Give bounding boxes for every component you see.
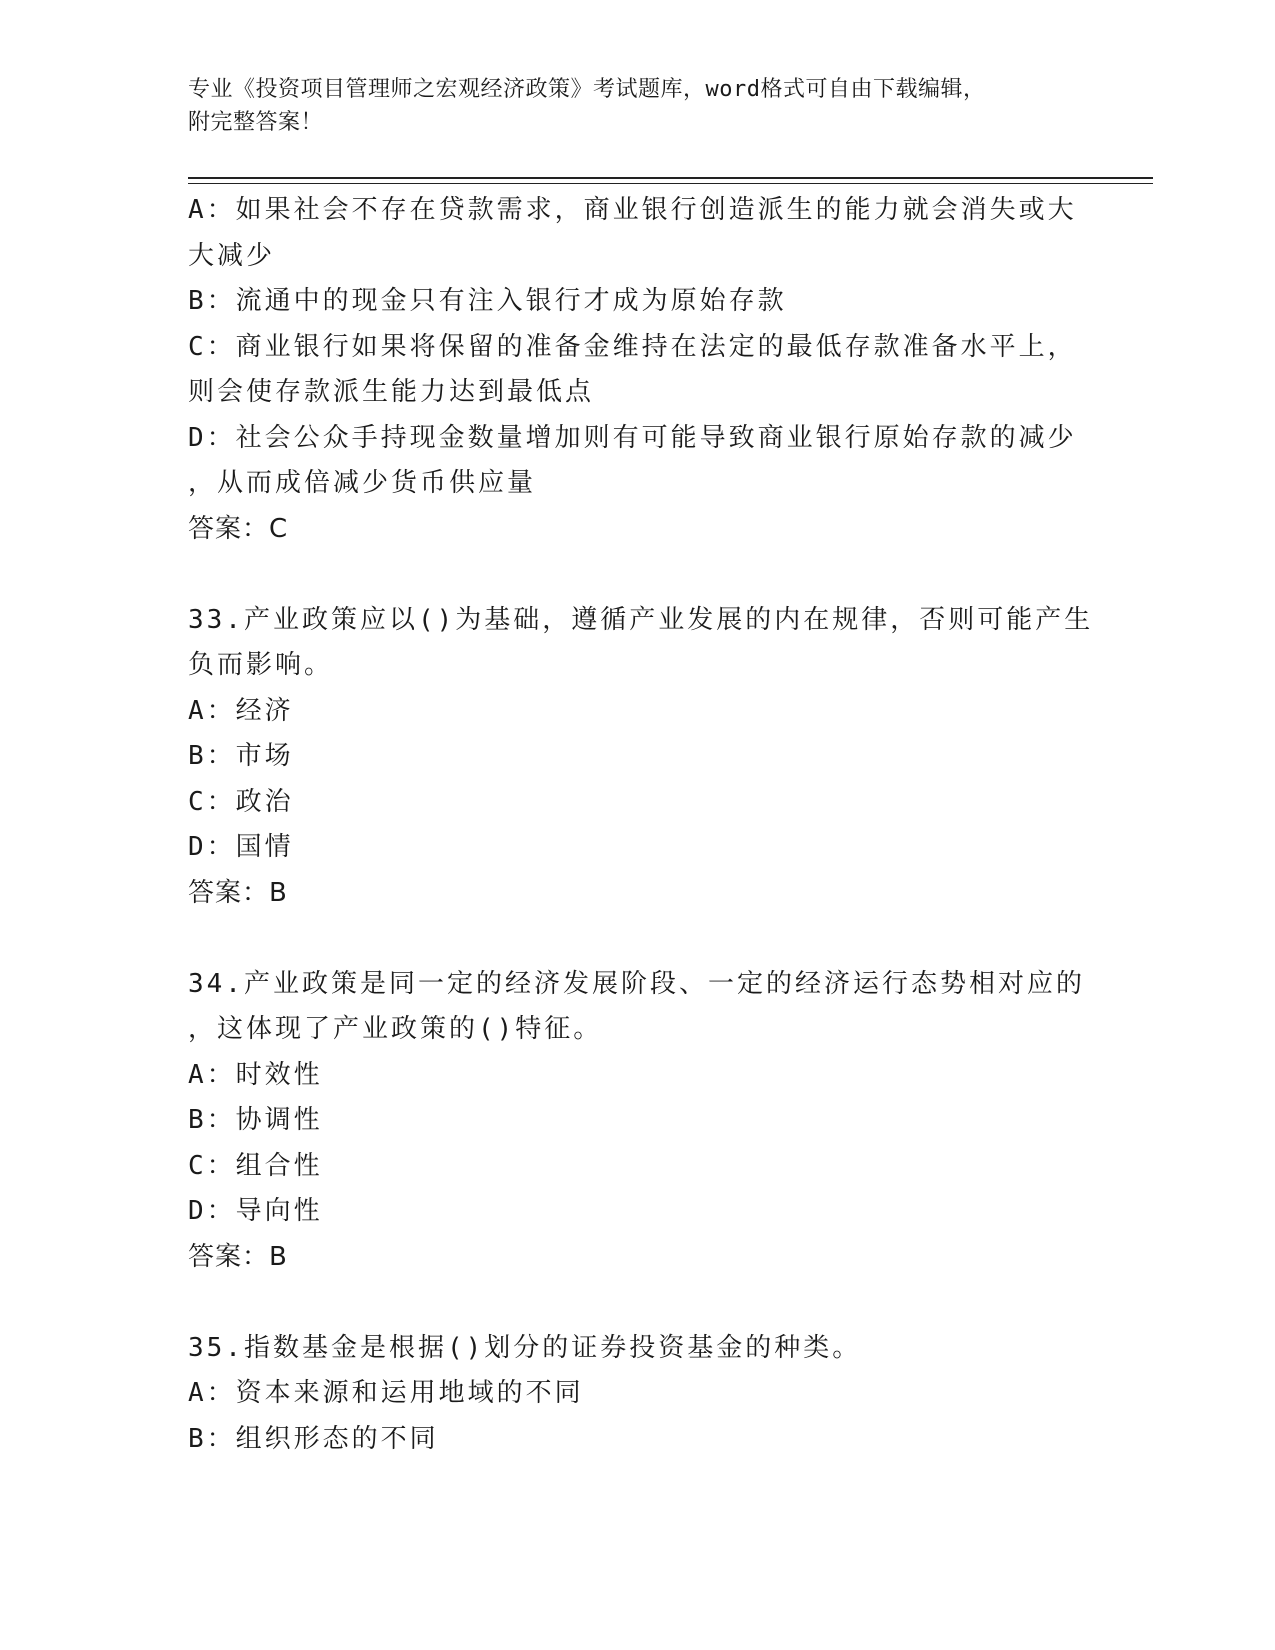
- option-a-line-1: A：如果社会不存在贷款需求，商业银行创造派生的能力就会消失或大: [188, 195, 1077, 225]
- spacer: [188, 916, 1088, 962]
- question-block-33: [188, 598, 1094, 917]
- question-stem-line-2: 负而影响。: [188, 650, 334, 680]
- option-d: D：导向性: [188, 1196, 323, 1226]
- option-a: A：时效性: [188, 1059, 323, 1090]
- spacer: [188, 552, 1088, 598]
- header-divider-thick: [188, 177, 1153, 179]
- option-c: C：组合性: [188, 1150, 323, 1181]
- option-b: B：组织形态的不同: [188, 1423, 439, 1454]
- option-c: C：政治: [188, 786, 294, 817]
- document-header: [188, 73, 1068, 139]
- header-divider-thin: [188, 183, 1153, 184]
- question-content: [188, 188, 1094, 1462]
- option-a-line-2: 大减少: [188, 240, 276, 271]
- option-d: D：国情: [188, 832, 294, 862]
- option-b: B：市场: [188, 741, 294, 771]
- option-a: A：资本来源和运用地域的不同: [188, 1378, 584, 1408]
- question-stem-line-1: 33.产业政策应以()为基础，遵循产业发展的内在规律，否则可能产生: [188, 604, 1094, 635]
- question-block-32: [188, 188, 1088, 552]
- header-line-2: 附完整答案！: [188, 110, 324, 135]
- question-stem-line-2: ，这体现了产业政策的()特征。: [188, 1014, 603, 1044]
- option-a: A：经济: [188, 695, 294, 726]
- option-b: B：协调性: [188, 1105, 323, 1135]
- option-c-line-1: C：商业银行如果将保留的准备金维持在法定的最低存款准备水平上，: [188, 331, 1077, 362]
- question-block-35: [188, 1326, 1088, 1463]
- question-block-34: [188, 962, 1088, 1281]
- answer-label: 答案：B: [188, 1241, 288, 1272]
- spacer: [188, 1280, 1088, 1326]
- option-d-line-2: ，从而成倍减少货币供应量: [188, 468, 537, 498]
- answer-label: 答案：B: [188, 877, 288, 908]
- option-b: B：流通中的现金只有注入银行才成为原始存款: [188, 286, 787, 316]
- question-stem-line-1: 34.产业政策是同一定的经济发展阶段、一定的经济运行态势相对应的: [188, 968, 1085, 999]
- answer-label: 答案：C: [188, 513, 289, 544]
- option-c-line-2: 则会使存款派生能力达到最低点: [188, 377, 595, 407]
- question-stem-line-1: 35.指数基金是根据()划分的证券投资基金的种类。: [188, 1332, 862, 1363]
- header-line-1: 专业《投资项目管理师之宏观经济政策》考试题库，word格式可自由下载编辑，: [188, 77, 986, 102]
- option-d-line-1: D：社会公众手持现金数量增加则有可能导致商业银行原始存款的减少: [188, 422, 1077, 453]
